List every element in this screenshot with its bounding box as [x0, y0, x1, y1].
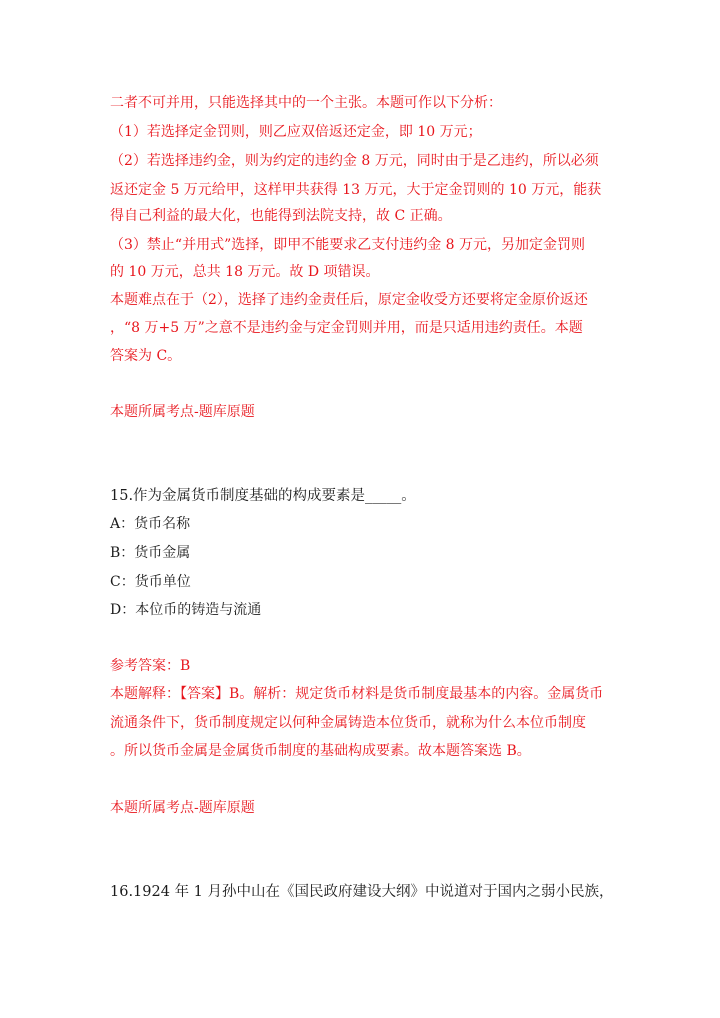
explanation-line: 本题解释：【答案】B。解析：规定货币材料是货币制度最基本的内容。金属货币 — [110, 686, 604, 702]
analysis-line: 二者不可并用，只能选择其中的一个主张。本题可作以下分析： — [110, 95, 502, 111]
explanation-line: 流通条件下，货币制度规定以何种金属铸造本位货币，就称为什么本位币制度 — [110, 715, 586, 731]
option-d: D：本位币的铸造与流通 — [110, 602, 262, 618]
analysis-line: （1）若选择定金罚则，则乙应双倍返还定金，即 10 万元； — [110, 124, 482, 140]
explanation-line: 。所以货币金属是金属货币制度的基础构成要素。故本题答案选 B。 — [110, 743, 531, 759]
question-stem: 15.作为金属货币制度基础的构成要素是_____。 — [110, 488, 416, 504]
analysis-line: （3）禁止“并用式”选择，即甲不能要求乙支付违约金 8 万元，另加定金罚则 — [110, 237, 586, 253]
analysis-line: 得自己利益的最大化，也能得到法院支持，故 C 正确。 — [110, 208, 452, 224]
question-stem: 16.1924 年 1 月孙中山在《国民政府建设大纲》中说道对于国内之弱小民族， — [110, 884, 614, 900]
option-b: B：货币金属 — [110, 545, 191, 561]
analysis-line: 答案为 C。 — [110, 348, 182, 364]
analysis-line: 本题难点在于（2），选择了违约金责任后，原定金收受方还要将定金原价返还 — [110, 292, 588, 308]
source-note: 本题所属考点-题库原题 — [110, 800, 255, 816]
analysis-line: 返还定金 5 万元给甲，这样甲共获得 13 万元，大于定金罚则的 10 万元，能获 — [110, 182, 602, 198]
answer-label: 参考答案：B — [110, 658, 191, 674]
analysis-line: ，“8 万+5 万”之意不是违约金与定金罚则并用，而是只适用违约责任。本题 — [110, 320, 583, 336]
option-c: C：货币单位 — [110, 574, 191, 590]
analysis-line: 的 10 万元，总共 18 万元。故 D 项错误。 — [110, 264, 380, 280]
source-note: 本题所属考点-题库原题 — [110, 404, 255, 420]
option-a: A：货币名称 — [110, 516, 191, 532]
analysis-line: （2）若选择违约金，则为约定的违约金 8 万元，同时由于是乙违约，所以必须 — [110, 153, 599, 169]
